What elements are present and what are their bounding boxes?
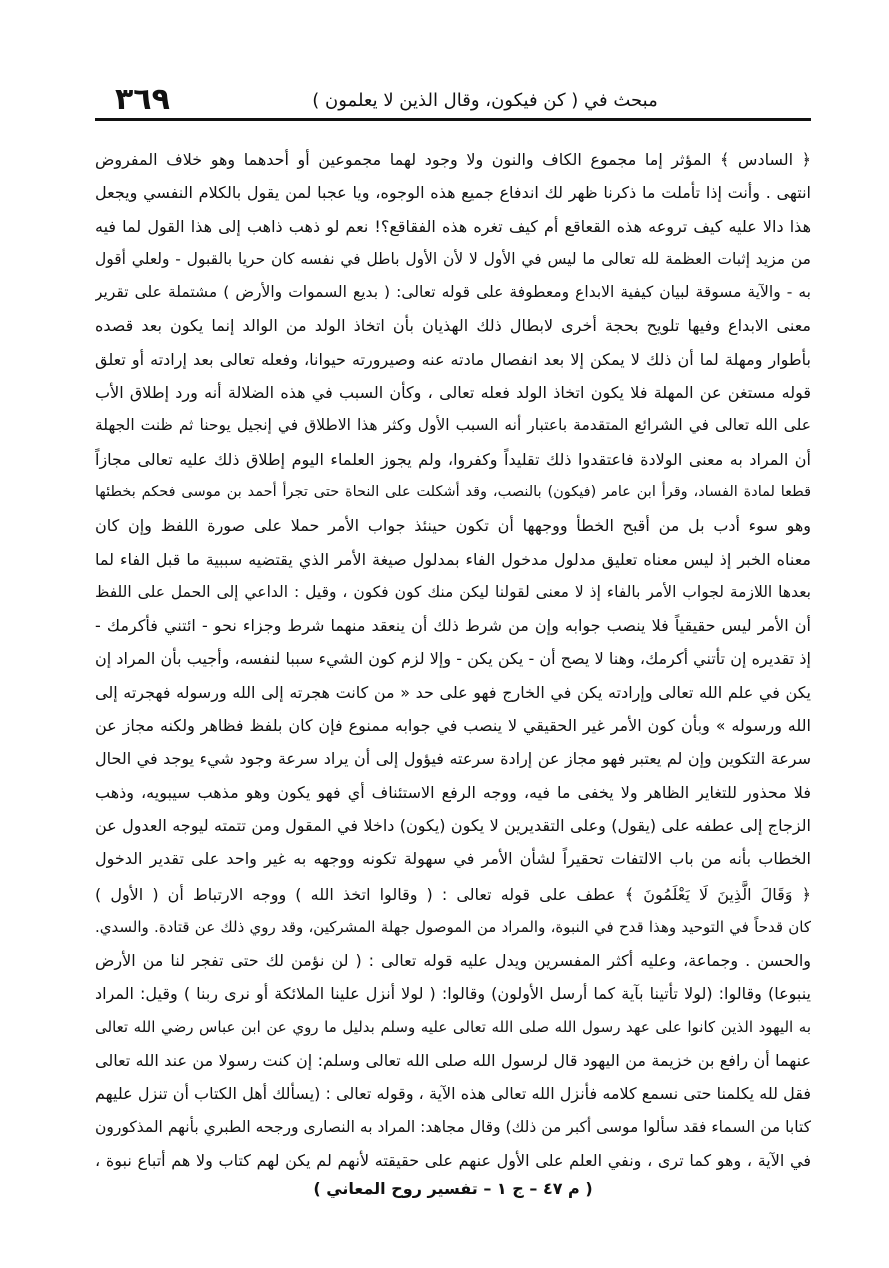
- text-line: فلا محذور للتغاير الظاهر ولا يخفى ما فيه، ووجه الرفع الاستئناف أي فهو يكون وهو مذهب سيبويه، وذهب: [95, 782, 811, 802]
- text-line: سرعة التكوين وإن لم يعتبر فهو مجاز عن إرادة سرعته فيؤول إلى أن يراد سرعة وجود شيء يوجد في الحال: [95, 749, 811, 769]
- text-line: كتابا من السماء فقد سألوا موسى أكبر من ذلك) وقال مجاهد: المراد به النصارى ورجحه الطبري بأنهم المذكورون: [95, 1117, 811, 1136]
- text-line: في الآية ، وهو كما ترى ، ونفي العلم على الأول عنهم على حقيقته لأنهم لم يكن لهم كتاب ولا هم أتباع نبوة ،: [95, 1150, 811, 1170]
- text-line: أن الأمر ليس حقيقياً فلا ينصب جوابه وإن من شرط ذلك أن ينعقد منهما شرط وجزاء نحو - ائتني فأكرمك -: [95, 616, 811, 636]
- page-number: ٣٦٩: [115, 82, 170, 117]
- text-line: إذ تقديره إن تأتني أكرمك، وهنا لا يصح أن - يكن يكن - وإلا لزم كون الشيء سببا لنفسه، وأجيب بأن المراد إن: [95, 649, 811, 669]
- text-line: والحسن . وجماعة، وعليه أكثر المفسرين ويدل عليه قوله تعالى : ( لن نؤمن لك حتى تفجر لنا من الأرض: [95, 951, 811, 971]
- text-line: وهو سوء أدب بل من أقبح الخطأ ووجهها أن تكون حينئذ جواب الأمر حملا على صورة اللفظ وإن كان: [95, 516, 811, 536]
- page-body-text: [95, 143, 811, 1177]
- text-line: الخطاب بأنه من باب الالتفات تحقيراً لشأن الأمر في سهولة تكونه ووجهه به غير واحد على تقدير الدخول: [95, 849, 811, 869]
- text-line: ﴿ السادس ﴾ المؤثر إما مجموع الكاف والنون ولا وجود لهما مجموعين أو أحدهما وهو خلاف المفروض: [95, 150, 811, 169]
- text-line: كان قدحاً في التوحيد وهذا قدح في النبوة، والمراد من الموصول جهلة المشركين، وقد روي ذلك عن قتادة. والسدي.: [95, 917, 811, 936]
- text-line: انتهى . وأنت إذا تأملت ما ذكرنا ظهر لك اندفاع جميع هذه الوجوه، ويا عجبا لمن يقول بالكلام النفسي ويجعل: [95, 183, 811, 203]
- text-line: هذا دالا عليه كيف تروعه هذه القعاقع أم كيف تغره هذه الفقاقع؟! نعم لو ذهب ذاهب إلى هذا القول لما فيه: [95, 216, 811, 236]
- footer-signature: ( م ٤٧ – ج ١ – تفسير روح المعاني ): [313, 1179, 593, 1198]
- text-line: معنى الابداع وفيها تلويح بحجة أخرى لابطال ذلك الهذيان بأن اتخاذ الولد من الوالد إنما يكون بعد قصده: [95, 316, 811, 336]
- text-line: بأطوار ومهلة لما أن ذلك لا يمكن إلا بعد انفصال مادته عنه وصيرورته حيوانا، وفعله تعالى بعد إرادته أو تعلق: [95, 349, 811, 369]
- text-line: به اليهود الذين كانوا على عهد رسول الله صلى الله تعالى عليه وسلم بدليل ما روي عن ابن عباس رضي الله تعالى: [95, 1017, 811, 1036]
- header-rule: [95, 118, 811, 121]
- text-line: ﴿ وَقَالَ الَّذِينَ لَا يَعْلَمُونَ ﴾ عطف على قوله تعالى : ( وقالوا اتخذ الله ) ووجه الارتباط أن ( الأول ): [95, 884, 811, 904]
- text-line: قوله مستغن عن المهلة فلا يكون اتخاذ الولد فعله تعالى ، وكأن السبب في هذه الضلالة أنه ورد إطلاق الأب: [95, 383, 811, 403]
- text-line: ينبوعا) وقالوا: (لولا تأتينا بآية كما أرسل الأولون) وقالوا: ( لولا أنزل علينا الملائكة أو نرى ربنا ) وقيل: المراد: [95, 984, 811, 1004]
- text-line: معناه الخبر إذ ليس معناه تعليق مدلول مدخول الفاء بمدلول صيغة الأمر الذي يقتضيه سببية ما قبل الفاء لما: [95, 549, 811, 569]
- text-line: الله ورسوله » وبأن كون الأمر غير الحقيقي لا ينصب في جوابه ممنوع فإن كان بلفظ فظاهر ولكنه مجاز عن: [95, 716, 811, 736]
- text-line: الزجاج إلى عطفه على (يقول) وعلى التقديرين لا يكون (يكون) داخلا في المقول ومن تتمته ليوجه العدول عن: [95, 815, 811, 835]
- text-line: به - والآية مسوقة لبيان كيفية الابداع ومعطوفة على قوله تعالى: ( بديع السموات والأرض ) مشتملة على تقرير: [95, 283, 811, 302]
- text-line: عنهما أن رافع بن خزيمة من اليهود قال لرسول الله صلى الله تعالى وسلم: إن كنت رسولا من عند الله تعالى: [95, 1051, 811, 1071]
- text-line: أن المراد به معنى الولادة فاعتقدوا ذلك تقليداً وكفروا، ولم يجوز العلماء اليوم إطلاق ذلك عليه تعالى مجازاً: [95, 449, 811, 469]
- page-header: [95, 82, 811, 118]
- text-line: بعدها اللازمة لجواب الأمر بالفاء إذ لا معنى لقولنا ليكن منك كون فكون ، وقيل : الداعي إلى الحمل على اللفظ: [95, 582, 811, 601]
- text-line: يكن في علم الله تعالى وإرادته يكن في الخارج فهو على حد « من كانت هجرته إلى الله ورسوله فهجرته إلى: [95, 682, 811, 702]
- text-line: قطعا لمادة الفساد، وقرأ ابن عامر (فيكون) بالنصب، وقد أشكلت على النحاة حتى تجرأ أحمد بن موسى فحكم بخطئها: [95, 483, 811, 500]
- running-title: مبحث في ( كن فيكون، وقال الذين لا يعلمون ): [312, 90, 658, 111]
- text-line: على الله تعالى في الشرائع المتقدمة باعتبار أنه السبب الأول وكثر هذا الاطلاق في إنجيل يوحنا ثم ظنت الجهلة: [95, 416, 811, 435]
- text-line: من مزيد إثبات العظمة لله تعالى ما ليس في الأول لا لأن الأول باطل في نفسه كان حريا بالقبول - ولعلي أقول: [95, 249, 811, 268]
- text-line: فقل لله يكلمنا حتى نسمع كلامه فأنزل الله تعالى هذه الآية ، وقوله تعالى : (يسألك أهل الكتاب أن تنزل عليهم: [95, 1084, 811, 1104]
